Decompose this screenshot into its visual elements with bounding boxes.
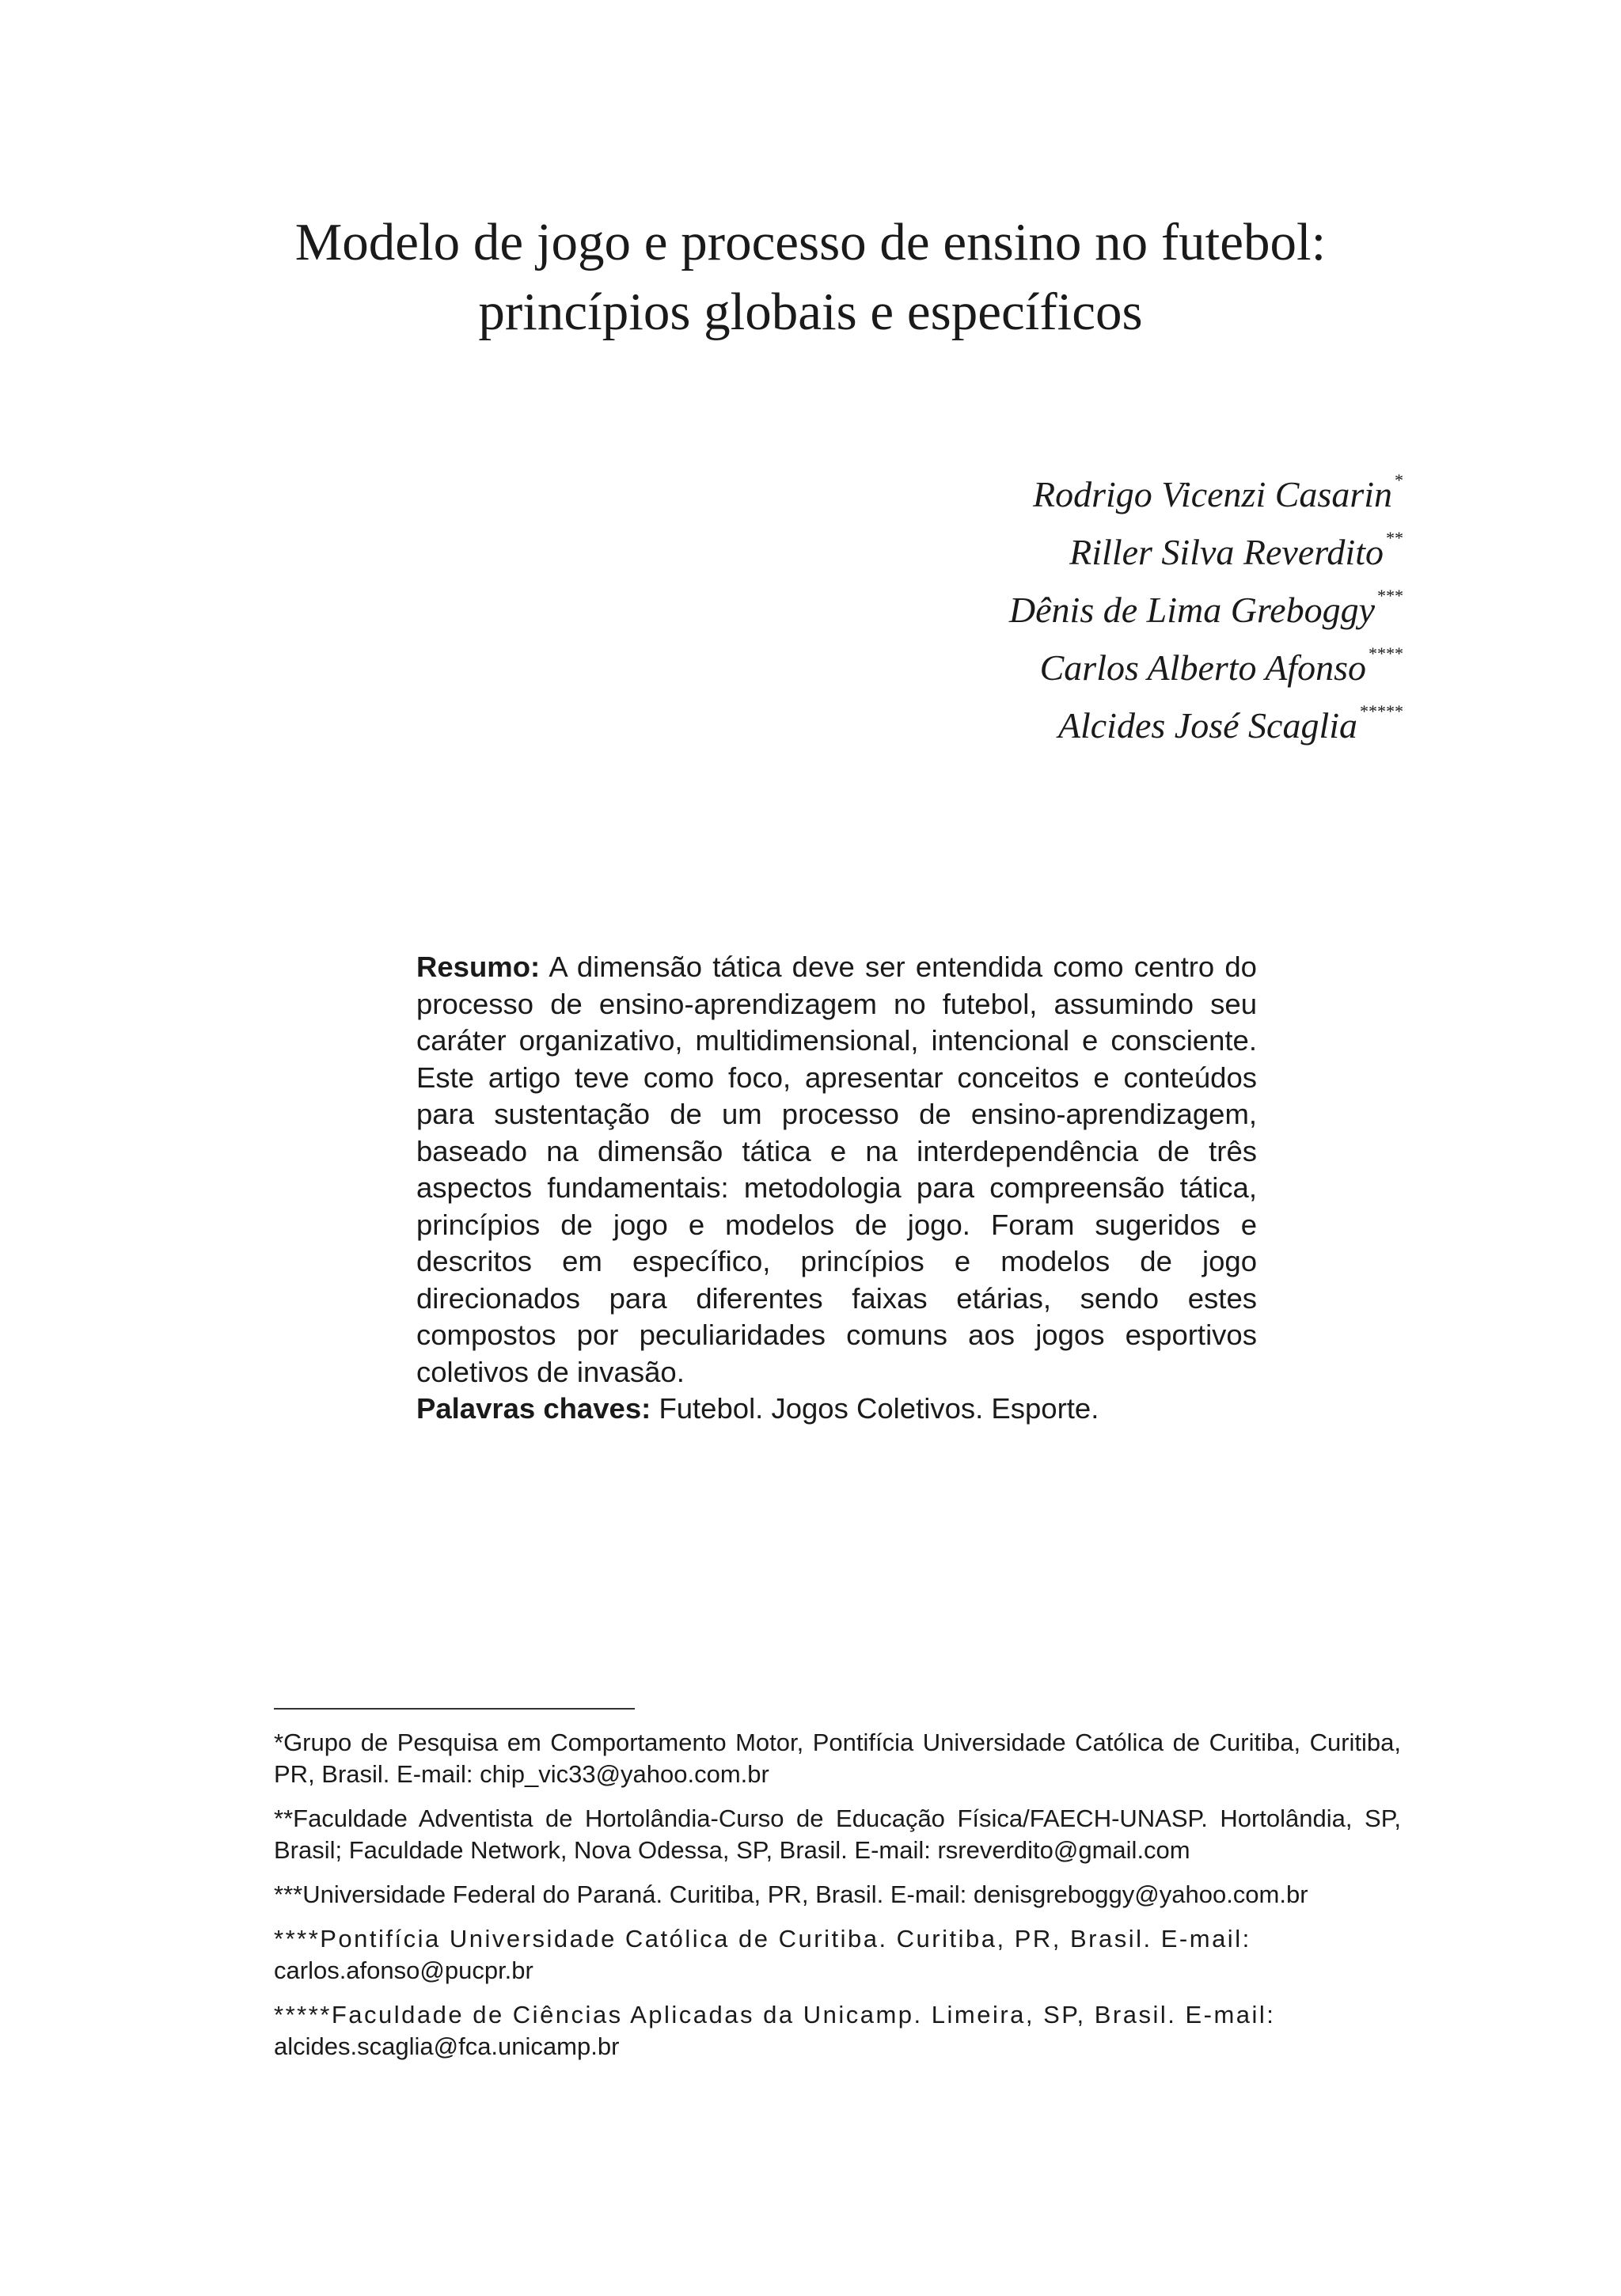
footnote-email: carlos.afonso@pucpr.br <box>274 1956 533 1984</box>
author-name: Carlos Alberto Afonso <box>1039 647 1366 688</box>
title-line-1: Modelo de jogo e processo de ensino no futebol: <box>294 213 1327 271</box>
title-line-2: princípios globais e específicos <box>478 283 1143 341</box>
abstract-text: A dimensão tática deve ser entendida como centro do processo de ensino-aprendizagem no futebol, assumindo seu caráter organizativo, multidimensional, intencional e consciente. Este artigo teve como foco, apresentar conceitos e conteúdos para sustentação de um processo de ensino-aprendizagem, baseado na dimensão tática e na interdependência de três aspectos fundamentais: metodologia para compreensão tática, princípios de jogo e modelos de jogo. Foram sugeridos e descritos em específico, princípios e modelos de jogo direcionados para diferentes faixas etárias, sendo estes compostos por peculiaridades comuns aos jogos esportivos coletivos de invasão. <box>416 951 1257 1388</box>
author-footnote-mark: * <box>1394 470 1403 490</box>
keywords-text: Futebol. Jogos Coletivos. Esporte. <box>659 1392 1099 1425</box>
author-footnote-mark: **** <box>1368 643 1403 663</box>
author-footnote-mark: ***** <box>1359 701 1403 721</box>
keywords <box>416 1391 1257 1428</box>
footnote-affiliation: ****Pontifícia Universidade Católica de Curitiba. Curitiba, PR, Brasil. E-mail: <box>274 1925 1251 1953</box>
footnotes <box>274 1727 1401 2075</box>
author <box>1009 639 1403 696</box>
author-name: Dênis de Lima Greboggy <box>1008 590 1375 630</box>
footnote-email: alcides.scaglia@fca.unicamp.br <box>274 2032 620 2060</box>
abstract-body <box>416 949 1257 1391</box>
footnote <box>274 1923 1401 1987</box>
author-name: Riller Silva Reverdito <box>1069 532 1384 572</box>
author-name: Alcides José Scaglia <box>1057 705 1357 746</box>
footnote-affiliation: *****Faculdade de Ciências Aplicadas da Unicamp. Limeira, SP, Brasil. E-mail: <box>274 2001 1276 2028</box>
footnote: **Faculdade Adventista de Hortolândia-Curso de Educação Física/FAECH-UNASP. Hortolândia, SP, Brasil; Faculdade Network, Nova Odessa, SP, Brasil. E-mail: rsreverdito@gmail.com <box>274 1805 1401 1864</box>
author-list <box>1009 465 1403 754</box>
author <box>1009 581 1403 639</box>
author-footnote-mark: ** <box>1385 528 1403 548</box>
author-footnote-mark: *** <box>1376 586 1403 605</box>
page-title <box>0 207 1621 347</box>
footnote <box>274 1999 1401 2063</box>
footnote-divider <box>274 1708 635 1710</box>
abstract <box>416 949 1257 1428</box>
abstract-label: Resumo: <box>416 951 541 983</box>
footnote: ***Universidade Federal do Paraná. Curitiba, PR, Brasil. E-mail: denisgreboggy@yahoo.com.br <box>274 1880 1308 1908</box>
author <box>1009 523 1403 581</box>
author-name: Rodrigo Vicenzi Casarin <box>1032 474 1392 514</box>
footnote: *Grupo de Pesquisa em Comportamento Motor, Pontifícia Universidade Católica de Curitiba, Curitiba, PR, Brasil. E-mail: chip_vic33@yahoo.com.br <box>274 1729 1401 1788</box>
author <box>1009 696 1403 754</box>
author <box>1009 465 1403 523</box>
keywords-label: Palavras chaves: <box>416 1392 651 1425</box>
